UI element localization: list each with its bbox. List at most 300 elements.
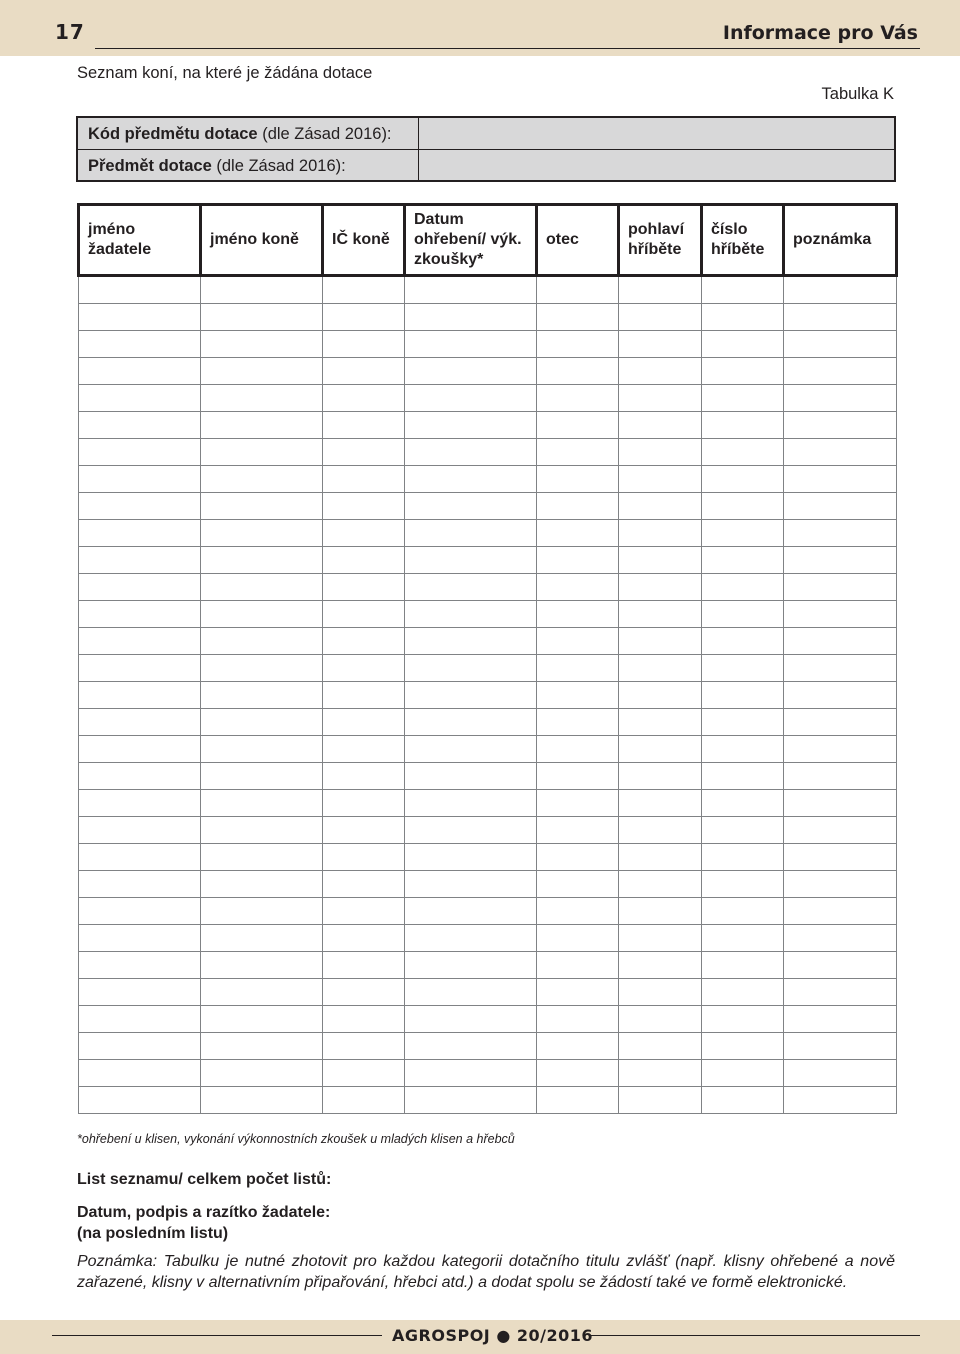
table-cell: [702, 385, 784, 412]
table-row: [79, 844, 897, 871]
table-cell: [79, 412, 201, 439]
table-cell: [702, 547, 784, 574]
table-cell: [323, 736, 405, 763]
table-row: [79, 682, 897, 709]
table-cell: [323, 601, 405, 628]
column-header: číslo hříběte: [702, 205, 784, 276]
table-cell: [619, 763, 702, 790]
table-cell: [79, 520, 201, 547]
table-cell: [784, 304, 897, 331]
table-cell: [702, 925, 784, 952]
table-cell: [537, 358, 619, 385]
table-cell: [79, 628, 201, 655]
table-cell: [323, 493, 405, 520]
table-cell: [79, 304, 201, 331]
table-cell: [405, 1087, 537, 1114]
table-cell: [79, 655, 201, 682]
table-cell: [702, 412, 784, 439]
table-cell: [537, 412, 619, 439]
table-cell: [323, 439, 405, 466]
table-cell: [405, 276, 537, 304]
subject-name-row: [78, 150, 894, 181]
table-cell: [619, 844, 702, 871]
table-cell: [619, 709, 702, 736]
table-cell: [619, 1033, 702, 1060]
table-cell: [405, 682, 537, 709]
note: Poznámka: Tabulku je nutné zhotovit pro každou kategorii dotačního titulu zvlášť (např. klisny ohřebené a nově zařazené, klisny v alternativním připařování, hřebci atd.) a dodat spolu se žádostí také ve formě elektronické.: [77, 1253, 895, 1291]
table-cell: [405, 574, 537, 601]
table-cell: [537, 1006, 619, 1033]
table-cell: [537, 520, 619, 547]
table-cell: [619, 1006, 702, 1033]
table-cell: [405, 385, 537, 412]
table-cell: [323, 304, 405, 331]
table-cell: [784, 1006, 897, 1033]
table-cell: [619, 331, 702, 358]
table-row: [79, 412, 897, 439]
table-cell: [405, 655, 537, 682]
table-cell: [405, 844, 537, 871]
table-cell: [201, 952, 323, 979]
table-cell: [79, 331, 201, 358]
table-cell: [702, 466, 784, 493]
table-row: [79, 547, 897, 574]
table-cell: [784, 412, 897, 439]
table-cell: [201, 1060, 323, 1087]
table-cell: [405, 358, 537, 385]
table-cell: [405, 1033, 537, 1060]
table-cell: [702, 1006, 784, 1033]
table-row: [79, 871, 897, 898]
table-cell: [79, 574, 201, 601]
column-header: jméno koně: [201, 205, 323, 276]
table-cell: [201, 790, 323, 817]
table-cell: [323, 655, 405, 682]
table-cell: [79, 790, 201, 817]
table-cell: [784, 439, 897, 466]
footer-rule-right: [590, 1335, 920, 1336]
table-row: [79, 709, 897, 736]
table-cell: [619, 574, 702, 601]
table-row: [79, 520, 897, 547]
table-cell: [537, 574, 619, 601]
table-cell: [702, 898, 784, 925]
table-cell: [323, 682, 405, 709]
table-cell: [323, 898, 405, 925]
table-cell: [79, 925, 201, 952]
table-cell: [79, 682, 201, 709]
table-cell: [201, 331, 323, 358]
column-header: poznámka: [784, 205, 897, 276]
table-cell: [784, 385, 897, 412]
table-cell: [201, 1033, 323, 1060]
table-cell: [79, 871, 201, 898]
table-cell: [405, 1006, 537, 1033]
table-cell: [537, 547, 619, 574]
table-cell: [702, 952, 784, 979]
table-cell: [702, 763, 784, 790]
table-cell: [323, 385, 405, 412]
table-row: [79, 1006, 897, 1033]
table-cell: [784, 790, 897, 817]
table-cell: [537, 925, 619, 952]
table-cell: [784, 709, 897, 736]
table-cell: [537, 817, 619, 844]
form-title: Seznam koní, na které je žádána dotace: [77, 64, 373, 82]
table-cell: [405, 1060, 537, 1087]
table-cell: [537, 304, 619, 331]
table-cell: [537, 952, 619, 979]
table-cell: [323, 628, 405, 655]
table-cell: [784, 682, 897, 709]
table-cell: [201, 1087, 323, 1114]
table-cell: [537, 655, 619, 682]
table-cell: [201, 547, 323, 574]
table-cell: [201, 412, 323, 439]
table-cell: [201, 709, 323, 736]
table-cell: [702, 979, 784, 1006]
table-cell: [405, 412, 537, 439]
table-cell: [619, 682, 702, 709]
subject-name-label: Předmět dotace (dle Zásad 2016):: [88, 157, 346, 175]
table-cell: [201, 385, 323, 412]
table-cell: [702, 871, 784, 898]
table-row: [79, 763, 897, 790]
subject-code-label: Kód předmětu dotace (dle Zásad 2016):: [88, 125, 392, 143]
table-cell: [619, 817, 702, 844]
table-row: [79, 925, 897, 952]
table-cell: [537, 1033, 619, 1060]
table-cell: [405, 790, 537, 817]
table-cell: [79, 898, 201, 925]
table-cell: [201, 1006, 323, 1033]
table-cell: [702, 790, 784, 817]
table-cell: [405, 304, 537, 331]
table-cell: [405, 628, 537, 655]
table-cell: [323, 1060, 405, 1087]
table-row: [79, 736, 897, 763]
table-cell: [537, 1087, 619, 1114]
table-row: [79, 439, 897, 466]
table-cell: [784, 493, 897, 520]
table-cell: [201, 520, 323, 547]
table-cell: [79, 385, 201, 412]
table-cell: [405, 547, 537, 574]
table-cell: [784, 628, 897, 655]
table-cell: [619, 628, 702, 655]
table-cell: [323, 844, 405, 871]
table-cell: [79, 466, 201, 493]
table-cell: [619, 655, 702, 682]
subject-code-row: [78, 118, 894, 150]
table-cell: [405, 709, 537, 736]
table-cell: [201, 763, 323, 790]
table-cell: [537, 276, 619, 304]
table-cell: [201, 979, 323, 1006]
table-cell: [619, 493, 702, 520]
table-cell: [537, 682, 619, 709]
table-cell: [784, 817, 897, 844]
table-cell: [323, 790, 405, 817]
table-cell: [405, 817, 537, 844]
table-cell: [323, 412, 405, 439]
table-cell: [784, 925, 897, 952]
table-cell: [79, 601, 201, 628]
table-cell: [405, 736, 537, 763]
table-cell: [79, 276, 201, 304]
table-cell: [201, 817, 323, 844]
table-row: [79, 304, 897, 331]
page-number: 17: [55, 20, 85, 44]
table-cell: [323, 574, 405, 601]
table-cell: [537, 790, 619, 817]
table-cell: [201, 628, 323, 655]
table-cell: [619, 925, 702, 952]
table-row: [79, 1087, 897, 1114]
table-cell: [619, 547, 702, 574]
table-cell: [784, 276, 897, 304]
table-cell: [702, 844, 784, 871]
table-cell: [201, 925, 323, 952]
table-cell: [784, 979, 897, 1006]
footer-rule-left: [52, 1335, 382, 1336]
table-cell: [619, 979, 702, 1006]
table-cell: [79, 439, 201, 466]
table-cell: [702, 493, 784, 520]
table-cell: [79, 952, 201, 979]
table-cell: [323, 1087, 405, 1114]
table-cell: [619, 601, 702, 628]
table-cell: [702, 1087, 784, 1114]
table-cell: [784, 358, 897, 385]
table-cell: [323, 331, 405, 358]
table-cell: [537, 385, 619, 412]
column-header: Datum ohřebení/ výk. zkoušky*: [405, 205, 537, 276]
table-row: [79, 790, 897, 817]
table-cell: [619, 790, 702, 817]
table-cell: [79, 1087, 201, 1114]
table-cell: [323, 952, 405, 979]
table-cell: [702, 1060, 784, 1087]
table-cell: [405, 763, 537, 790]
table-cell: [323, 871, 405, 898]
table-cell: [79, 493, 201, 520]
table-cell: [323, 547, 405, 574]
column-header: IČ koně: [323, 205, 405, 276]
signature-label-line2: (na posledním listu): [77, 1225, 229, 1242]
table-cell: [323, 817, 405, 844]
table-cell: [537, 1060, 619, 1087]
horse-table: [77, 203, 898, 1114]
table-cell: [201, 655, 323, 682]
table-row: [79, 979, 897, 1006]
table-row: [79, 276, 897, 304]
table-tag: Tabulka K: [821, 85, 894, 103]
table-cell: [201, 493, 323, 520]
table-row: [79, 817, 897, 844]
table-row: [79, 655, 897, 682]
table-cell: [619, 520, 702, 547]
table-cell: [784, 331, 897, 358]
table-cell: [79, 1060, 201, 1087]
table-cell: [405, 331, 537, 358]
table-cell: [537, 493, 619, 520]
table-cell: [201, 276, 323, 304]
table-cell: [619, 276, 702, 304]
table-cell: [784, 1087, 897, 1114]
table-cell: [537, 844, 619, 871]
table-cell: [702, 331, 784, 358]
table-cell: [784, 763, 897, 790]
code-divider: [418, 118, 419, 180]
table-row: [79, 493, 897, 520]
sheet-count-label: List seznamu/ celkem počet listů:: [77, 1171, 332, 1188]
table-cell: [537, 979, 619, 1006]
table-cell: [619, 1060, 702, 1087]
table-row: [79, 331, 897, 358]
table-row: [79, 574, 897, 601]
table-cell: [537, 709, 619, 736]
table-cell: [79, 547, 201, 574]
table-cell: [784, 547, 897, 574]
table-cell: [537, 439, 619, 466]
table-cell: [79, 763, 201, 790]
table-row: [79, 628, 897, 655]
table-cell: [79, 358, 201, 385]
table-cell: [784, 898, 897, 925]
table-cell: [79, 709, 201, 736]
table-cell: [201, 736, 323, 763]
table-row: [79, 466, 897, 493]
table-cell: [537, 736, 619, 763]
table-cell: [784, 844, 897, 871]
table-row: [79, 898, 897, 925]
table-cell: [201, 574, 323, 601]
table-cell: [702, 601, 784, 628]
table-cell: [405, 466, 537, 493]
table-cell: [323, 763, 405, 790]
table-cell: [702, 574, 784, 601]
table-body: [79, 276, 897, 1114]
table-cell: [619, 466, 702, 493]
table-row: [79, 1060, 897, 1087]
table-cell: [201, 358, 323, 385]
table-cell: [405, 952, 537, 979]
table-cell: [201, 601, 323, 628]
table-cell: [619, 1087, 702, 1114]
table-cell: [702, 628, 784, 655]
table-cell: [537, 628, 619, 655]
table-cell: [784, 520, 897, 547]
footer-publication: AGROSPOJ ● 20/2016: [392, 1326, 593, 1345]
table-cell: [405, 439, 537, 466]
table-cell: [784, 655, 897, 682]
table-cell: [784, 466, 897, 493]
table-cell: [405, 520, 537, 547]
table-cell: [323, 520, 405, 547]
table-cell: [702, 439, 784, 466]
table-cell: [619, 304, 702, 331]
table-cell: [784, 736, 897, 763]
table-cell: [702, 709, 784, 736]
table-cell: [201, 844, 323, 871]
table-cell: [323, 925, 405, 952]
table-cell: [201, 898, 323, 925]
table-cell: [619, 898, 702, 925]
table-row: [79, 952, 897, 979]
table-cell: [784, 952, 897, 979]
table-cell: [323, 979, 405, 1006]
table-cell: [201, 304, 323, 331]
table-cell: [405, 871, 537, 898]
table-cell: [201, 871, 323, 898]
footnote: *ohřebení u klisen, vykonání výkonnostních zkoušek u mladých klisen a hřebců: [77, 1132, 515, 1146]
table-cell: [702, 304, 784, 331]
table-cell: [537, 898, 619, 925]
table-cell: [702, 817, 784, 844]
table-cell: [537, 871, 619, 898]
table-cell: [405, 493, 537, 520]
table-cell: [702, 682, 784, 709]
table-cell: [702, 358, 784, 385]
signature-label-line1: Datum, podpis a razítko žadatele:: [77, 1204, 331, 1221]
table-cell: [619, 358, 702, 385]
table-cell: [323, 709, 405, 736]
table-cell: [784, 574, 897, 601]
table-cell: [619, 871, 702, 898]
table-cell: [702, 520, 784, 547]
table-cell: [784, 1060, 897, 1087]
table-cell: [619, 385, 702, 412]
table-row: [79, 1033, 897, 1060]
section-title: Informace pro Vás: [717, 22, 918, 44]
table-cell: [201, 439, 323, 466]
table-cell: [405, 898, 537, 925]
table-cell: [537, 601, 619, 628]
table-cell: [619, 412, 702, 439]
table-cell: [79, 844, 201, 871]
column-header: otec: [537, 205, 619, 276]
table-cell: [537, 466, 619, 493]
signature-label: [77, 1202, 330, 1244]
table-cell: [619, 736, 702, 763]
table-row: [79, 358, 897, 385]
table-cell: [537, 331, 619, 358]
table-cell: [79, 1033, 201, 1060]
subject-code-box: [76, 116, 896, 182]
header-rule: [95, 48, 920, 49]
table-cell: [405, 601, 537, 628]
table-row: [79, 601, 897, 628]
table-cell: [201, 682, 323, 709]
table-cell: [619, 952, 702, 979]
table-cell: [79, 736, 201, 763]
table-cell: [537, 763, 619, 790]
table-cell: [405, 925, 537, 952]
table-cell: [702, 276, 784, 304]
table-cell: [405, 979, 537, 1006]
table-cell: [619, 439, 702, 466]
table-cell: [79, 979, 201, 1006]
table-cell: [323, 466, 405, 493]
table-cell: [323, 358, 405, 385]
table-cell: [784, 871, 897, 898]
table-cell: [79, 1006, 201, 1033]
table-cell: [323, 1033, 405, 1060]
table-row: [79, 385, 897, 412]
table-cell: [323, 1006, 405, 1033]
table-cell: [702, 655, 784, 682]
